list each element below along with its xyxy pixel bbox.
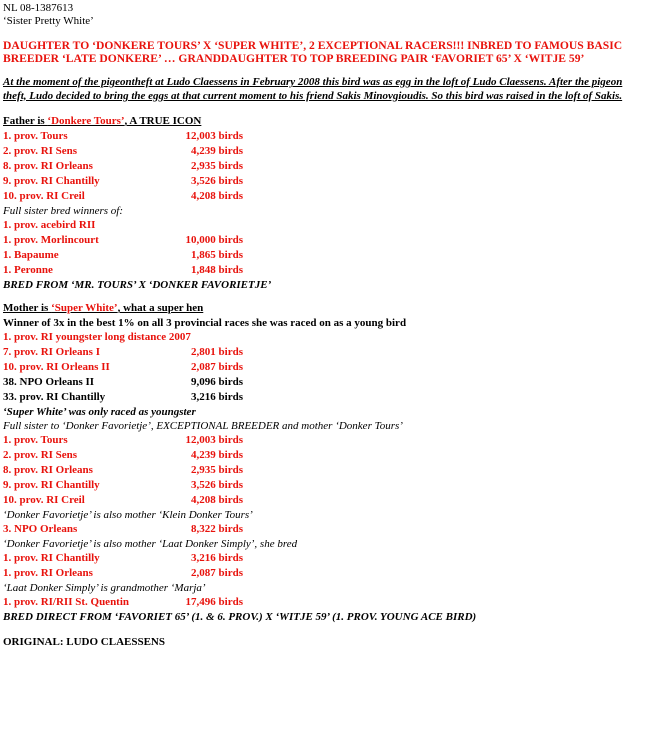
mother-sister-note: Full sister to ‘Donker Favorietje’, EXCEPTIONAL BREEDER and mother ‘Donker Tours’ — [3, 420, 403, 432]
father-heading-prefix: Father is — [3, 115, 48, 127]
result-row: 7. prov. RI Orleans I 2,801 birds — [3, 346, 243, 358]
story-paragraph: At the moment of the pigeontheft at Ludo Claessens in February 2008 this bird was as egg in the loft of Ludo Claessens. After the pigeon theft, Ludo decided to bring the eggs at that current moment to his friend Sakis Minovgioudis. So this bird was raised in the loft of Sakis. — [3, 76, 623, 102]
result-row: 10. prov. RI Creil 4,208 birds — [3, 190, 243, 202]
father-sister-results — [3, 218, 638, 278]
father-bred-from: BRED FROM ‘MR. TOURS’ X ‘DONKER FAVORIETJE’ — [3, 279, 272, 291]
father-heading-suffix: , A TRUE ICON — [124, 115, 202, 127]
ring-number: NL 08-1387613 — [3, 2, 74, 14]
result-row: 38. NPO Orleans II 9,096 birds — [3, 376, 243, 388]
result-row: 1. prov. RI Chantilly 3,216 birds — [3, 552, 243, 564]
mother-bred-direct: BRED DIRECT FROM ‘FAVORIET 65’ (1. & 6. PROV.) X ‘WITJE 59’ (1. PROV. YOUNG ACE BIRD) — [3, 611, 477, 623]
result-row: 2. prov. RI Sens 4,239 birds — [3, 449, 243, 461]
mother-laat-results — [3, 551, 638, 581]
mother-youngster-note: ‘Super White’ was only raced as youngster — [3, 406, 196, 418]
original-breeder: ORIGINAL: LUDO CLAESSENS — [3, 636, 165, 648]
result-row: 2. prov. RI Sens 4,239 birds — [3, 145, 243, 157]
result-row: 1. prov. RI Orleans 2,087 birds — [3, 567, 243, 579]
mother-heading-name: ‘Super White’ — [51, 302, 118, 314]
result-row: 1. prov. RI/RII St. Quentin 17,496 birds — [3, 596, 243, 608]
father-results — [3, 129, 638, 204]
mother-marja-note: ‘Laat Donker Simply’ is grandmother ‘Marja’ — [3, 582, 206, 594]
mother-heading-prefix: Mother is — [3, 302, 52, 314]
father-heading — [3, 114, 638, 129]
result-row: 33. prov. RI Chantilly 3,216 birds — [3, 391, 243, 403]
result-row: 3. NPO Orleans 8,322 birds — [3, 523, 243, 535]
mother-laat-note: ‘Donker Favorietje’ is also mother ‘Laat Donker Simply’, she bred — [3, 538, 298, 550]
father-sister-note: Full sister bred winners of: — [3, 205, 123, 217]
result-row: 1. prov. Tours 12,003 birds — [3, 434, 243, 446]
result-row: 9. prov. RI Chantilly 3,526 birds — [3, 175, 243, 187]
father-heading-name: ‘Donkere Tours’ — [47, 115, 125, 127]
result-row: 10. prov. RI Orleans II 2,087 birds — [3, 361, 243, 373]
mother-heading — [3, 301, 638, 316]
result-row: 1. Bapaume 1,865 birds — [3, 249, 243, 261]
result-row: 10. prov. RI Creil 4,208 birds — [3, 494, 243, 506]
mother-heading-suffix: , what a super hen — [117, 302, 204, 314]
mother-klein-results — [3, 522, 638, 537]
mother-winner-note: Winner of 3x in the best 1% on all 3 provincial races she was raced on as a young bird — [3, 317, 407, 329]
mother-klein-note: ‘Donker Favorietje’ is also mother ‘Klein Donker Tours’ — [3, 509, 253, 521]
result-row: 8. prov. RI Orleans 2,935 birds — [3, 464, 243, 476]
mother-marja-results — [3, 595, 638, 610]
mother-results — [3, 330, 638, 405]
result-row: 1. prov. RI youngster long distance 2007 — [3, 331, 191, 343]
result-row: 1. Peronne 1,848 birds — [3, 264, 243, 276]
headline: DAUGHTER TO ‘DONKERE TOURS’ X ‘SUPER WHITE’, 2 EXCEPTIONAL RACERS!!! INBRED TO FAMOUS BASIC BREEDER ‘LATE DONKERE’ … GRANDDAUGHTER TO TOP BREEDING PAIR ‘FAVORIET 65’ X ‘WITJE 59’ — [3, 39, 623, 65]
result-row: 1. prov. Tours 12,003 birds — [3, 130, 243, 142]
result-row: 1. prov. Morlincourt 10,000 birds — [3, 234, 243, 246]
result-row: 9. prov. RI Chantilly 3,526 birds — [3, 479, 243, 491]
result-row: 1. prov. acebird RII — [3, 219, 96, 231]
mother-sister-results — [3, 433, 638, 508]
bird-name: ‘Sister Pretty White’ — [3, 15, 94, 27]
result-row: 8. prov. RI Orleans 2,935 birds — [3, 160, 243, 172]
